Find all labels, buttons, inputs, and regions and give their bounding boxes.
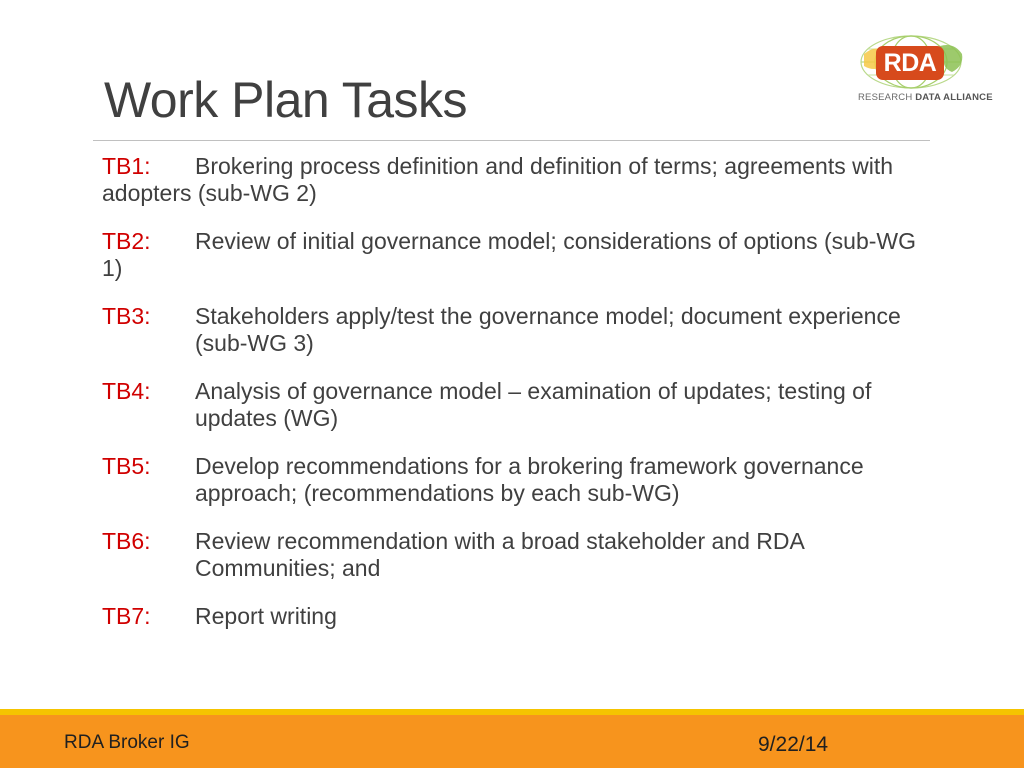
logo-caption-bold: DATA ALLIANCE: [915, 92, 993, 103]
task-code: TB6:: [102, 528, 151, 554]
title-divider: [93, 140, 930, 141]
task-text: Develop recommendations for a brokering framework governance approach; (recommendations by each sub-WG): [195, 453, 864, 506]
task-text: Review recommendation with a broad stakeholder and RDA Communities; and: [195, 528, 804, 581]
footer-bar: [0, 715, 1024, 768]
task-item-tb3: [102, 303, 942, 357]
task-code: TB4:: [102, 378, 151, 404]
footer-label: RDA Broker IG: [64, 732, 190, 753]
task-text: Review of initial governance model; considerations of options (sub-WG 1): [102, 228, 917, 281]
task-code: TB5:: [102, 453, 151, 479]
logo-caption-light: RESEARCH: [858, 92, 913, 103]
task-code: TB3:: [102, 303, 151, 329]
task-code: TB7:: [102, 603, 151, 629]
task-item-tb4: [102, 378, 942, 432]
task-code: TB1:: [102, 153, 151, 179]
task-text: Stakeholders apply/test the governance model; document experience (sub-WG 3): [195, 303, 901, 356]
rda-logo: [856, 32, 993, 110]
task-code: TB2:: [102, 228, 151, 254]
task-text: Report writing: [195, 603, 337, 629]
rda-logo-caption: [858, 92, 993, 103]
task-text: Analysis of governance model – examination of updates; testing of updates (WG): [195, 378, 872, 431]
task-item-tb7: [102, 603, 942, 630]
task-item-tb1: [102, 153, 942, 207]
task-item-tb2: [102, 228, 942, 282]
task-list: [102, 153, 942, 651]
footer-date: 9/22/14: [758, 733, 829, 756]
task-text: Brokering process definition and definition of terms; agreements with adopters (sub-WG 2): [102, 153, 894, 206]
slide-title: Work Plan Tasks: [104, 72, 468, 128]
task-item-tb5: [102, 453, 942, 507]
task-item-tb6: [102, 528, 942, 582]
rda-logo-badge: RDA: [876, 46, 944, 80]
